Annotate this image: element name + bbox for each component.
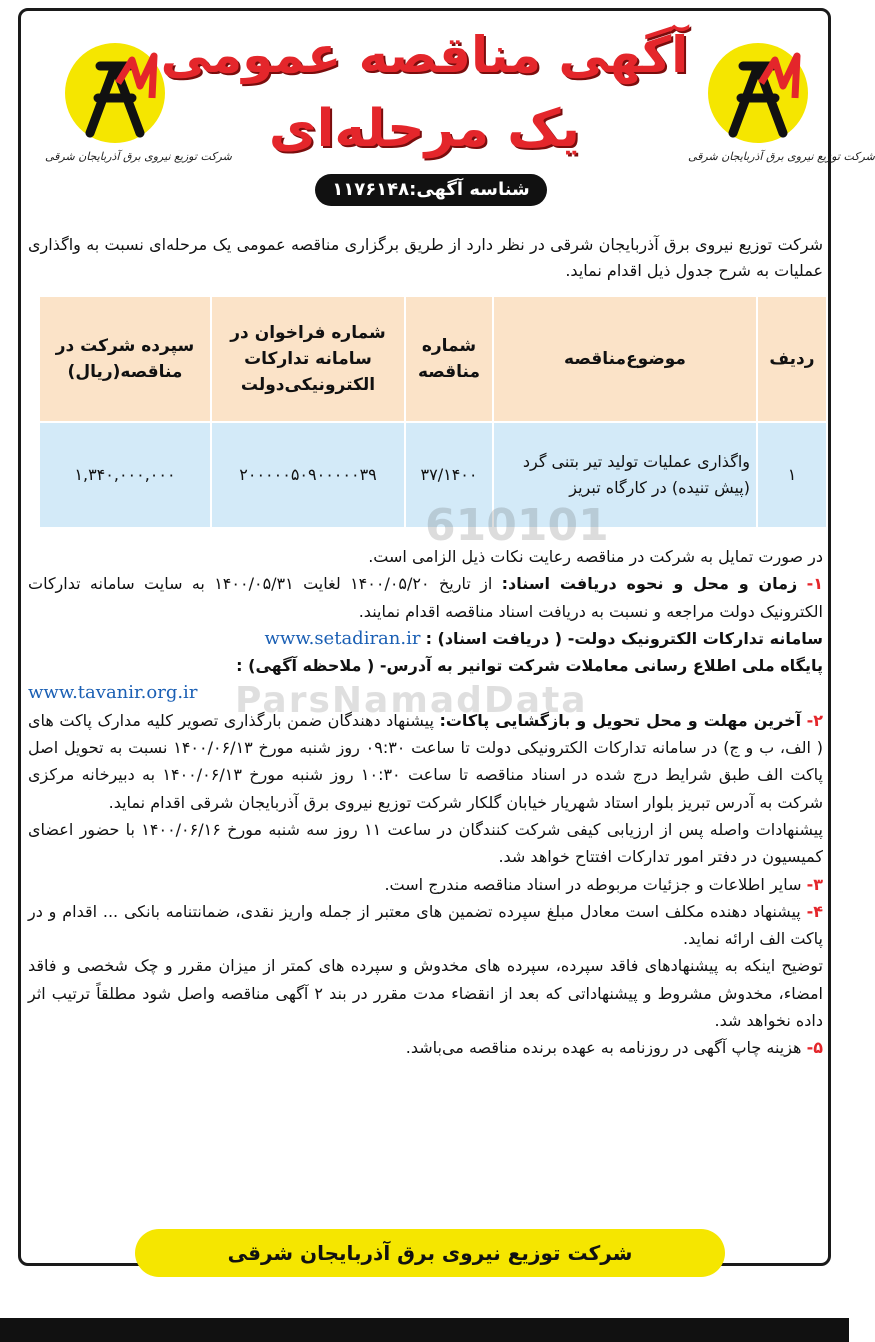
section-5-text: هزینه چاپ آگهی در روزنامه به عهده برنده مناقصه می‌باشد. [405, 1038, 802, 1058]
intro-paragraph: شرکت توزیع نیروی برق آذربایجان شرقی در نظر دارد از طریق برگزاری مناقصه عمومی یک مرحله‌ای نسبت به واگذاری عملیات به شرح جدول ذیل اقدام نماید. [28, 235, 823, 280]
setad-line [28, 625, 823, 652]
table-header-row [40, 297, 826, 421]
section-3-number: ۳- [806, 874, 823, 894]
logo-caption: شرکت توزیع نیروی برق آذربایجان شرقی [45, 150, 232, 163]
footer-company-banner: شرکت توزیع نیروی برق آذربایجان شرقی [135, 1229, 725, 1277]
section-2-text: پیشنهاد دهندگان ضمن بارگذاری تصویر کلیه مدارک پاکت های ( الف، ب و ج) در سامانه تدارکات الکترونیکی دولت تا ساعت ۰۹:۳۰ روز شنبه مورخ ۱۴۰۰/۰۶/۱۳ نسبت به تحویل اصل پاکت الف طبق شرایط درج شده در اسناد مناقصه تا ساعت ۱۰:۳۰ روز شنبه مورخ ۱۴۰۰/۰۶/۱۳ به دبیرخانه مرکزی شرکت به آدرس تبریز بلوار استاد شهریار خیابان گلکار شرکت توزیع نیروی برق آذربایجان شرقی اقدام نماید. [28, 710, 823, 812]
cell-subject: واگذاری عملیات تولید تیر بتنی گرد (پیش تنیده) در کارگاه تبریز [494, 423, 756, 527]
watermark-name: ParsNamadData [235, 680, 588, 721]
setad-link[interactable]: www.setadiran.ir [264, 627, 421, 649]
tender-table [38, 295, 828, 529]
header-row-number: ردیف [758, 297, 826, 421]
cell-call-number: ۲۰۰۰۰۰۵۰۹۰۰۰۰۰۳۹ [212, 423, 404, 527]
header-subject: موضوع‌مناقصه [494, 297, 756, 421]
table-row [40, 423, 826, 527]
tavanir-line [28, 652, 823, 679]
section-3 [28, 871, 823, 898]
section-1 [28, 570, 823, 625]
tavanir-link[interactable]: www.tavanir.org.ir [28, 682, 198, 704]
section-1-title: زمان و محل و نحوه دریافت اسناد: [501, 574, 798, 594]
section-1-text: از تاریخ ۱۴۰۰/۰۵/۲۰ لغایت ۱۴۰۰/۰۵/۳۱ به سایت سامانه تدارکات الکترونیک دولت مراجعه و نسبت به دریافت اسناد مناقصه اقدام نمایند. [28, 574, 823, 621]
section-4 [28, 898, 823, 953]
opening-paragraph: پیشنهادات واصله پس از ارزیابی کیفی شرکت کنندگان در ساعت ۱۱ روز سه شنبه مورخ ۱۴۰۰/۰۶/۱۶ با حضور اعضای کمیسیون در دفتر امور تدارکات افتتاح خواهد شد. [28, 819, 824, 867]
bottom-bar [0, 1318, 849, 1342]
section-3-text: سایر اطلاعات و جزئیات مربوطه در اسناد مناقصه مندرج است. [384, 874, 802, 894]
header-deposit: سپرده شرکت در مناقصه(ریال) [40, 297, 210, 421]
section-4-number: ۴- [806, 901, 823, 921]
tavanir-link-line [28, 679, 823, 706]
cell-deposit: ۱,۳۴۰,۰۰۰,۰۰۰ [40, 423, 210, 527]
setad-label: سامانه تدارکات الکترونیک دولت- ( دریافت اسناد) : [425, 628, 823, 648]
section-2 [28, 707, 823, 816]
ad-title-line2: یک مرحله‌ای [268, 99, 581, 159]
logo-caption: شرکت توزیع نیروی برق آذربایجان شرقی [688, 150, 875, 163]
section-5-number: ۵- [806, 1038, 823, 1058]
conditions-section [28, 543, 823, 1062]
note-paragraph: توضیح اینکه به پیشنهادهای فاقد سپرده، سپرده های مخدوش و سپرده های کمتر از میزان مقرر و چک شخصی و فاقد امضاء، مخدوش مشروط و پیشنهاداتی که بعد از انقضاء مدت مقرر در بند ۲ آگهی مناقصه واصل شود مطلقاً ترتیب اثر داده نخواهد شد. [28, 956, 823, 1031]
section-2-number: ۲- [806, 710, 824, 730]
cell-tender-number: ۳۷/۱۴۰۰ [406, 423, 492, 527]
conditions-lead: در صورت تمایل به شرکت در مناقصه رعایت نکات ذیل الزامی است. [368, 547, 823, 566]
ad-title-line1: آگهی مناقصه عمومی [160, 26, 689, 84]
section-1-number: ۱- [806, 574, 824, 594]
section-2-title: آخرین مهلت و محل تحویل و بازگشایی پاکات: [439, 710, 802, 730]
tavanir-label: پایگاه ملی اطلاع رسانی معاملات شرکت توانیر به آدرس- ( ملاحظه آگهی) : [236, 656, 823, 676]
header-tender-number: شماره مناقصه [406, 297, 492, 421]
ad-id-badge: شناسه آگهی:۱۱۷۶۱۴۸ [315, 174, 547, 206]
section-5 [28, 1034, 823, 1061]
cell-row-number: ۱ [758, 423, 826, 527]
section-4-text: پیشنهاد دهنده مکلف است معادل مبلغ سپرده تضمین های معتبر از جمله واریز نقدی، ضمانتنامه بانکی ... اقدام و در پاکت الف ارائه نماید. [28, 901, 823, 949]
header-call-number: شماره فراخوان در سامانه تدارکات الکترونیکی‌دولت [212, 297, 404, 421]
